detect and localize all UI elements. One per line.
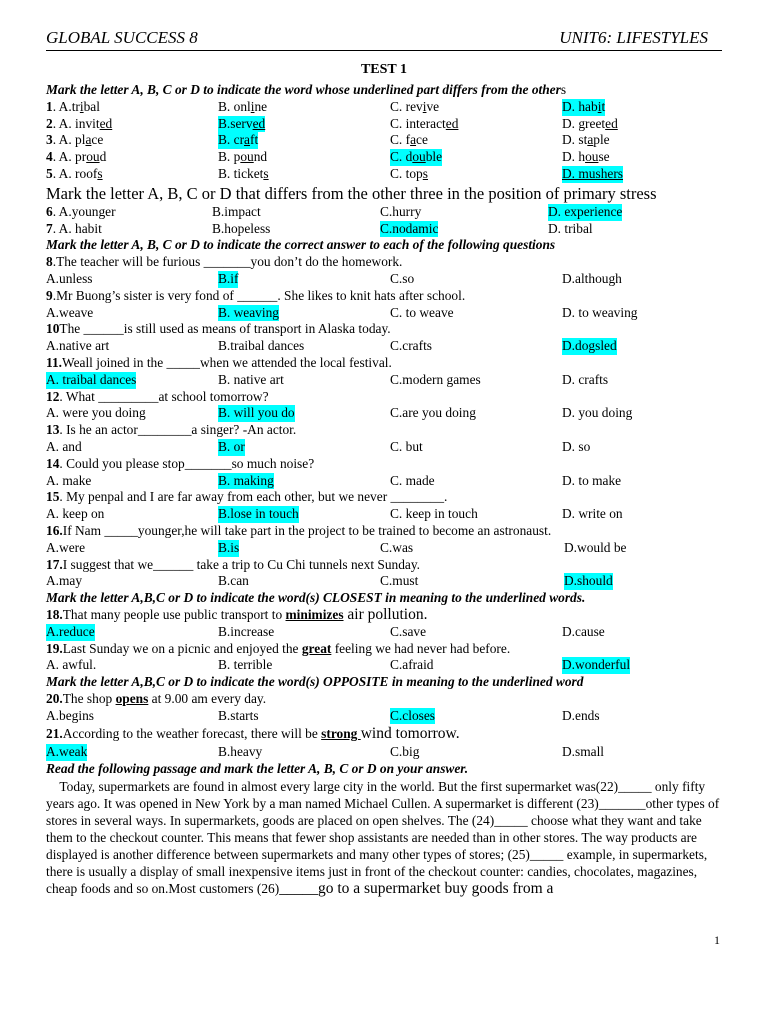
option-b[interactable]: B. native art	[218, 371, 284, 387]
question-17-options	[46, 573, 726, 590]
question-4	[46, 149, 726, 166]
option-a-answer[interactable]: A.reduce	[46, 623, 95, 639]
option-b-answer[interactable]: B. making	[218, 472, 274, 488]
option-a[interactable]: 4. A. proud	[46, 149, 107, 165]
option-b[interactable]: B. terrible	[218, 657, 273, 673]
option-b[interactable]: B.traibal dances	[218, 338, 305, 354]
question-6	[46, 204, 726, 221]
question-13-stem: 13. Is he an actor________a singer? -An actor.	[46, 422, 297, 438]
option-c-answer[interactable]: C.closes	[390, 707, 436, 723]
option-a[interactable]: 3. A. place	[46, 132, 104, 148]
test-title: TEST 1	[360, 62, 408, 77]
option-b-answer[interactable]: B. craft	[218, 132, 259, 148]
question-16-stem: 16.If Nam _____younger,he will take part in the project to be trained to become an astronaust.	[46, 522, 552, 538]
reading-passage: Today, supermarkets are found in almost every large city in the world. But the first supermarket was(22)_____ only fifty years ago. It was opened in New York by a man named Michael Cullen. A supermarket is different (23)_______other types of stores in several ways. In supermarkets, goods are placed on open shelves. The (24)_____ choose what they want and take them to the checkout counter. This means that fewer shop assistants are needed than in other stores. The way products are displayed is another difference between supermarkets and many other types of stores; (25)_____ example, in supermarkets, there is usually a display of small inexpensive items just in front of the checkout counter: candies, chocolates, magazines, cheap foods and so on.Most customers (26)_____go to a supermarket buy goods from a	[46, 779, 723, 898]
option-d[interactable]: D. greeted	[562, 115, 618, 131]
question-20-stem: 20.The shop opens at 9.00 am every day.	[46, 690, 267, 706]
option-b-answer[interactable]: B. or	[218, 438, 245, 454]
option-a[interactable]: 1. A.tribal	[46, 98, 100, 114]
option-a[interactable]: 6. A.younger	[46, 203, 116, 219]
page-number: 1	[714, 933, 720, 947]
question-15-stem: 15. My penpal and I are far away from each other, but we never ________.	[46, 489, 448, 505]
option-c-answer[interactable]: C.nodamic	[380, 220, 439, 236]
section-6-instruction: Read the following passage and mark the letter A, B, C or D on your answer.	[46, 761, 469, 777]
option-b[interactable]: B.hopeless	[212, 220, 271, 236]
option-c[interactable]: C.so	[390, 270, 415, 286]
question-1	[46, 99, 726, 116]
question-10-stem: 10The ______is still used as means of transport in Alaska today.	[46, 321, 391, 337]
option-b[interactable]: B. tickets	[218, 165, 269, 181]
question-7	[46, 221, 726, 238]
option-d-answer[interactable]: D.wonderful	[562, 657, 631, 673]
option-b[interactable]: B.impact	[212, 203, 261, 219]
option-b-answer[interactable]: B. will you do	[218, 405, 295, 421]
option-c[interactable]: C. interacted	[390, 115, 459, 131]
option-c[interactable]: C. face	[390, 132, 428, 148]
option-b-answer[interactable]: B.is	[218, 539, 240, 555]
option-d[interactable]: D. staple	[562, 132, 610, 148]
option-b[interactable]: B.starts	[218, 707, 259, 723]
option-d[interactable]: D.although	[562, 270, 622, 286]
option-b[interactable]: B.can	[218, 573, 249, 589]
question-9-stem: 9.Mr Buong’s sister is very fond of ______. She likes to knit hats after school.	[46, 287, 466, 303]
question-20-options	[46, 708, 726, 725]
option-d[interactable]: D. so	[562, 438, 591, 454]
option-d[interactable]: D. you doing	[562, 405, 633, 421]
option-b-answer[interactable]: B.served	[218, 115, 266, 131]
option-a[interactable]: A.native art	[46, 338, 110, 354]
question-14-stem: 14. Could you please stop_______so much noise?	[46, 455, 315, 471]
question-16-options	[46, 540, 726, 557]
option-b[interactable]: B. online	[218, 98, 268, 114]
option-d[interactable]: D. to make	[562, 472, 622, 488]
option-a[interactable]: 7. A. habit	[46, 220, 102, 236]
section-1-instruction: Mark the letter A, B, C or D to indicate the word whose underlined part differs from the others	[46, 82, 567, 97]
option-a[interactable]: 2. A. invited	[46, 115, 113, 131]
option-b[interactable]: B.increase	[218, 623, 275, 639]
option-c[interactable]: C.hurry	[380, 203, 422, 219]
option-a[interactable]: A.were	[46, 539, 86, 555]
option-d[interactable]: D.small	[562, 744, 605, 760]
question-8-options	[46, 271, 726, 288]
question-9-options	[46, 305, 726, 322]
section-3-instruction: Mark the letter A, B, C or D to indicate the correct answer to each of the following questions	[46, 237, 556, 253]
option-a[interactable]: A.may	[46, 573, 83, 589]
question-19-options	[46, 657, 726, 674]
option-c[interactable]: C. keep in touch	[390, 506, 478, 522]
book-title: GLOBAL SUCCESS 8	[46, 28, 198, 47]
option-b-answer[interactable]: B.lose in touch	[218, 506, 299, 522]
section-2-instruction: Mark the letter A, B, C or D that differs from the other three in the position of primary stress	[46, 183, 657, 203]
option-b[interactable]: B. pound	[218, 149, 268, 165]
option-d[interactable]: D. house	[562, 149, 610, 165]
question-11-stem: 11.Weall joined in the _____when we attended the local festival.	[46, 354, 392, 370]
option-c[interactable]: C.was	[380, 539, 414, 555]
test-content	[46, 82, 726, 897]
option-c[interactable]: C.must	[380, 573, 419, 589]
question-3	[46, 132, 726, 149]
option-d[interactable]: D. write on	[562, 506, 623, 522]
option-a[interactable]: A. and	[46, 438, 82, 454]
option-c[interactable]: C.crafts	[390, 338, 433, 354]
option-c[interactable]: C. made	[390, 472, 435, 488]
question-13-options	[46, 439, 726, 456]
question-19-stem: 19.Last Sunday we on a picnic and enjoyed the great feeling we had never had before.	[46, 640, 511, 656]
option-b[interactable]: B.heavy	[218, 744, 263, 760]
option-c[interactable]: C.are you doing	[390, 405, 476, 421]
section-4-instruction: Mark the letter A,B,C or D to indicate the word(s) CLOSEST in meaning to the underlined words.	[46, 590, 586, 606]
option-d[interactable]: D.ends	[562, 707, 600, 723]
option-b-answer[interactable]: B. weaving	[218, 304, 279, 320]
option-d[interactable]: D.would be	[564, 539, 627, 555]
option-a-answer[interactable]: A. traibal dances	[46, 371, 137, 387]
question-15-options	[46, 506, 726, 523]
option-c[interactable]: C.big	[390, 744, 420, 760]
option-d[interactable]: D. crafts	[562, 371, 609, 387]
question-10-options	[46, 338, 726, 355]
option-a[interactable]: A.weave	[46, 304, 94, 320]
option-c[interactable]: C. revive	[390, 98, 440, 114]
question-14-options	[46, 473, 726, 490]
option-d-answer[interactable]: D. habit	[562, 98, 606, 114]
option-c[interactable]: C.afraid	[390, 657, 434, 673]
option-c[interactable]: C. tops	[390, 165, 428, 181]
option-a[interactable]: A. were you doing	[46, 405, 146, 421]
option-a[interactable]: A.unless	[46, 270, 93, 286]
question-2	[46, 116, 726, 133]
question-18-stem: 18.That many people use public transport to minimizes air pollution.	[46, 605, 428, 623]
option-d[interactable]: D.cause	[562, 623, 605, 639]
option-c[interactable]: C.modern games	[390, 371, 481, 387]
option-d-answer[interactable]: D. experience	[548, 203, 623, 219]
option-a[interactable]: A. awful.	[46, 657, 97, 673]
option-d[interactable]: D. to weaving	[562, 304, 638, 320]
page-header	[46, 26, 722, 51]
option-c[interactable]: C. to weave	[390, 304, 454, 320]
option-c[interactable]: C.save	[390, 623, 427, 639]
option-a[interactable]: A.begins	[46, 707, 94, 723]
question-21-options	[46, 744, 726, 761]
option-d-answer[interactable]: D.dogsled	[562, 338, 617, 354]
option-c-answer[interactable]: C. double	[390, 149, 443, 165]
option-a[interactable]: A. make	[46, 472, 92, 488]
question-18-options	[46, 624, 726, 641]
option-d[interactable]: D. tribal	[548, 220, 593, 236]
unit-title: UNIT6: LIFESTYLES	[559, 28, 708, 47]
question-17-stem: 17.I suggest that we______ take a trip to Cu Chi tunnels next Sunday.	[46, 556, 421, 572]
option-c[interactable]: C. but	[390, 438, 423, 454]
section-5-instruction: Mark the letter A,B,C or D to indicate the word(s) OPPOSITE in meaning to the underlined word	[46, 674, 584, 690]
option-d-answer[interactable]: D.should	[564, 573, 613, 589]
question-21-stem: 21.According to the weather forecast, there will be strong wind tomorrow.	[46, 725, 460, 743]
option-a[interactable]: A. keep on	[46, 506, 105, 522]
question-8-stem: 8.The teacher will be furious _______you don’t do the homework.	[46, 254, 403, 270]
option-a[interactable]: 5. A. roofs	[46, 165, 103, 181]
question-5	[46, 166, 726, 183]
question-12-stem: 12. What _________at school tomorrow?	[46, 388, 269, 404]
option-a-answer[interactable]: A.weak	[46, 744, 88, 760]
question-12-options	[46, 405, 726, 422]
option-b-answer[interactable]: B.if	[218, 270, 239, 286]
question-11-options	[46, 372, 726, 389]
option-d-answer[interactable]: D. mushers	[562, 165, 623, 181]
